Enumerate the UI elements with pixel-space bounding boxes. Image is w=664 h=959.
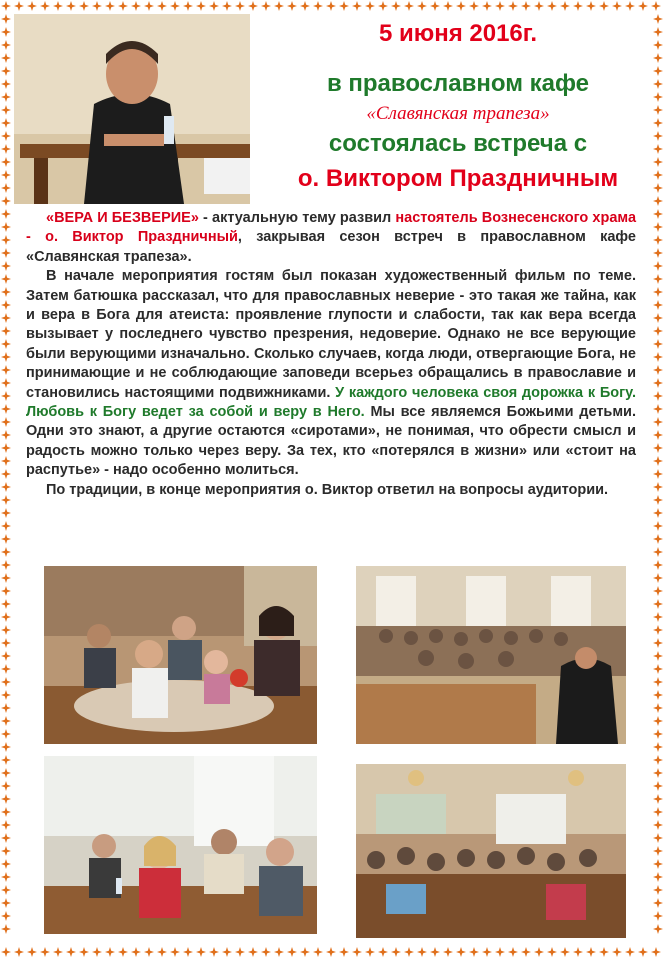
border-star: [1, 885, 11, 895]
border-star: [391, 947, 401, 957]
border-star: [1, 469, 11, 479]
border-star: [105, 947, 115, 957]
border-star: [1, 690, 11, 700]
border-star: [40, 947, 50, 957]
border-star: [1, 768, 11, 778]
border-star: [1, 781, 11, 791]
border-star: [339, 1, 349, 11]
border-star: [1, 365, 11, 375]
border-star: [653, 300, 663, 310]
border-star: [1, 573, 11, 583]
border-star: [196, 1, 206, 11]
border-star: [1, 391, 11, 401]
rector-title: настоятель Вознесенского храма - о. Виктор Праздничный: [26, 210, 637, 246]
border-star: [378, 1, 388, 11]
border-star: [105, 1, 115, 11]
border-star: [1, 404, 11, 414]
border-star: [653, 248, 663, 258]
border-star: [326, 947, 336, 957]
border-star: [274, 947, 284, 957]
border-star: [508, 1, 518, 11]
border-star: [1, 716, 11, 726]
border-star: [1, 508, 11, 518]
border-star: [1, 638, 11, 648]
border-star: [653, 872, 663, 882]
border-star: [287, 1, 297, 11]
border-star: [495, 947, 505, 957]
border-star: [482, 1, 492, 11]
border-star: [653, 443, 663, 453]
border-star: [653, 235, 663, 245]
border-star: [653, 417, 663, 427]
border-star: [1, 703, 11, 713]
border-star: [1, 196, 11, 206]
border-star: [653, 703, 663, 713]
border-star: [482, 947, 492, 957]
border-star: [1, 235, 11, 245]
border-star: [653, 326, 663, 336]
border-star: [352, 947, 362, 957]
border-star: [1, 586, 11, 596]
border-star: [573, 1, 583, 11]
border-star: [443, 947, 453, 957]
border-star: [653, 885, 663, 895]
border-star: [653, 508, 663, 518]
event-date: 5 июня 2016г.: [378, 20, 538, 47]
border-star: [547, 1, 557, 11]
border-star: [1, 274, 11, 284]
border-star: [27, 1, 37, 11]
border-star: [653, 287, 663, 297]
border-star: [651, 1, 661, 11]
border-star: [651, 947, 661, 957]
border-star: [1, 612, 11, 622]
border-star: [653, 196, 663, 206]
border-star: [14, 1, 24, 11]
border-star: [287, 947, 297, 957]
border-star: [653, 209, 663, 219]
border-star: [313, 947, 323, 957]
border-star: [653, 170, 663, 180]
border-star: [1, 144, 11, 154]
border-star: [79, 947, 89, 957]
border-star: [653, 664, 663, 674]
border-star: [183, 1, 193, 11]
border-star: [653, 820, 663, 830]
border-star: [653, 677, 663, 687]
border-star: [1, 339, 11, 349]
border-star: [653, 365, 663, 375]
border-star: [469, 1, 479, 11]
border-star: [560, 947, 570, 957]
border-star: [586, 1, 596, 11]
border-star: [92, 1, 102, 11]
border-star: [417, 1, 427, 11]
border-star: [157, 947, 167, 957]
border-star: [653, 573, 663, 583]
border-star: [1, 209, 11, 219]
border-star: [1, 599, 11, 609]
border-star: [131, 947, 141, 957]
border-star: [157, 1, 167, 11]
border-star: [1, 911, 11, 921]
border-star: [1, 40, 11, 50]
border-star: [653, 105, 663, 115]
border-star: [1, 300, 11, 310]
border-star: [326, 1, 336, 11]
border-star: [653, 53, 663, 63]
border-star: [1, 651, 11, 661]
border-star: [521, 1, 531, 11]
border-star: [612, 947, 622, 957]
p2-text-2: Мы все являемся Божьими детьми. Одни это знают, а другие остаются «сиротами», не понимая, что обрести смысл и радость можно только через веру. За тех, кто «потерялся в жизни» или «стоит на распутье» - надо особенно молиться.: [26, 404, 637, 479]
border-star: [1, 1, 11, 11]
border-star: [391, 1, 401, 11]
border-star: [1, 625, 11, 635]
border-star: [1, 378, 11, 388]
border-star: [1, 521, 11, 531]
border-star: [1, 947, 11, 957]
border-star: [653, 378, 663, 388]
border-star: [222, 947, 232, 957]
border-star: [1, 755, 11, 765]
border-star: [1, 222, 11, 232]
border-star: [66, 1, 76, 11]
border-star: [653, 846, 663, 856]
border-star: [653, 79, 663, 89]
border-star: [653, 755, 663, 765]
border-star: [1, 430, 11, 440]
border-star: [352, 1, 362, 11]
border-star: [653, 690, 663, 700]
border-star: [653, 274, 663, 284]
border-star: [653, 625, 663, 635]
border-star: [430, 1, 440, 11]
border-star: [261, 947, 271, 957]
border-star: [430, 947, 440, 957]
border-star: [653, 92, 663, 102]
border-star: [209, 947, 219, 957]
border-star: [222, 1, 232, 11]
border-star: [1, 807, 11, 817]
border-star: [235, 1, 245, 11]
border-star: [1, 794, 11, 804]
border-star: [1, 352, 11, 362]
border-star: [521, 947, 531, 957]
border-star: [653, 469, 663, 479]
border-star: [653, 144, 663, 154]
border-star: [1, 456, 11, 466]
p1-text-2: , закрывая сезон встреч в православном кафе «Славянская трапеза».: [26, 229, 636, 265]
border-star: [248, 1, 258, 11]
border-star: [365, 1, 375, 11]
border-star: [653, 495, 663, 505]
border-star: [653, 313, 663, 323]
border-star: [1, 560, 11, 570]
border-star: [625, 947, 635, 957]
border-star: [1, 482, 11, 492]
article-paragraph-2: [26, 267, 636, 480]
border-star: [653, 911, 663, 921]
border-star: [653, 794, 663, 804]
border-star: [456, 1, 466, 11]
border-star: [1, 820, 11, 830]
border-star: [653, 157, 663, 167]
border-star: [653, 391, 663, 401]
border-star: [1, 248, 11, 258]
border-star: [653, 339, 663, 349]
border-star: [1, 170, 11, 180]
border-star: [1, 833, 11, 843]
article-paragraph-1: [26, 209, 636, 267]
border-star: [653, 716, 663, 726]
border-star: [653, 222, 663, 232]
border-star: [209, 1, 219, 11]
border-star: [79, 1, 89, 11]
border-star: [417, 947, 427, 957]
border-star: [1, 53, 11, 63]
border-star: [653, 781, 663, 791]
border-star: [1, 534, 11, 544]
header-line-meeting: состоялась встреча с: [328, 130, 588, 157]
border-star: [547, 947, 557, 957]
header-line-cafe: в православном кафе: [326, 70, 590, 97]
border-star: [653, 898, 663, 908]
border-star: [560, 1, 570, 11]
border-star: [653, 612, 663, 622]
border-star: [118, 947, 128, 957]
border-star: [40, 1, 50, 11]
children-at-table-photo: [44, 566, 317, 744]
border-star: [653, 40, 663, 50]
border-star: [653, 352, 663, 362]
border-star: [170, 947, 180, 957]
border-star: [653, 742, 663, 752]
border-star: [313, 1, 323, 11]
border-star: [1, 846, 11, 856]
border-star: [1, 79, 11, 89]
border-star: [1, 92, 11, 102]
border-star: [653, 131, 663, 141]
border-star: [653, 261, 663, 271]
border-star: [653, 599, 663, 609]
border-star: [183, 947, 193, 957]
border-star: [339, 947, 349, 957]
border-star: [1, 66, 11, 76]
border-star: [653, 833, 663, 843]
border-star: [1, 417, 11, 427]
border-star: [653, 430, 663, 440]
border-star: [300, 1, 310, 11]
audience-hall-photo-2: [356, 764, 626, 938]
border-star: [1, 742, 11, 752]
border-star: [508, 947, 518, 957]
border-star: [653, 27, 663, 37]
border-star: [653, 924, 663, 934]
p1-text-1: - актуальную тему развил: [198, 210, 396, 226]
border-star: [27, 947, 37, 957]
border-star: [653, 66, 663, 76]
border-star: [573, 947, 583, 957]
border-star: [534, 1, 544, 11]
border-star: [1, 183, 11, 193]
border-star: [456, 947, 466, 957]
border-star: [1, 313, 11, 323]
border-star: [599, 947, 609, 957]
border-star: [653, 482, 663, 492]
border-star: [586, 947, 596, 957]
border-star: [1, 859, 11, 869]
border-star: [1, 495, 11, 505]
border-star: [653, 118, 663, 128]
border-star: [653, 638, 663, 648]
border-star: [274, 1, 284, 11]
border-star: [495, 1, 505, 11]
border-star: [196, 947, 206, 957]
border-star: [1, 677, 11, 687]
border-star: [144, 1, 154, 11]
border-star: [66, 947, 76, 957]
border-star: [14, 947, 24, 957]
border-star: [653, 586, 663, 596]
border-star: [404, 1, 414, 11]
border-star: [469, 947, 479, 957]
border-star: [378, 947, 388, 957]
border-star: [653, 183, 663, 193]
border-star: [1, 872, 11, 882]
border-star: [1, 326, 11, 336]
border-star: [1, 118, 11, 128]
border-star: [443, 1, 453, 11]
border-star: [1, 898, 11, 908]
border-star: [653, 560, 663, 570]
border-star: [404, 947, 414, 957]
article-paragraph-3: По традиции, в конце мероприятия о. Виктор ответил на вопросы аудитории.: [46, 481, 609, 498]
border-star: [365, 947, 375, 957]
border-star: [653, 14, 663, 24]
border-star: [144, 947, 154, 957]
border-star: [638, 1, 648, 11]
border-star: [653, 547, 663, 557]
border-star: [625, 1, 635, 11]
audience-women-photo: [44, 756, 317, 934]
border-star: [638, 947, 648, 957]
p2-text-1: В начале мероприятия гостям был показан художественный фильм по теме. Затем батюшка рассказал, что для православных неверие - это такая же тайна, как и вера в Бога для атеиста: проявление глупости и слабости, так как вера всегда вызывает у последнего чувство презрения, недоверие. Однако не все верующие были верующими изначально. Сколько случаев, когда люди, отвергающие Бога, не принимающие и не соблюдающие заповеди всерьез обращались в православие и становились настоящими подвижниками.: [26, 268, 636, 401]
border-star: [1, 157, 11, 167]
border-star: [118, 1, 128, 11]
border-star: [1, 924, 11, 934]
guest-name: о. Виктором Праздничным: [297, 165, 619, 192]
border-star: [1, 287, 11, 297]
border-star: [1, 131, 11, 141]
border-star: [1, 105, 11, 115]
border-star: [1, 443, 11, 453]
border-star: [1, 261, 11, 271]
border-star: [653, 534, 663, 544]
topic-title: «ВЕРА И БЕЗВЕРИЕ»: [46, 210, 199, 226]
border-star: [653, 859, 663, 869]
border-star: [1, 27, 11, 37]
border-star: [300, 947, 310, 957]
priest-portrait-photo: [14, 14, 250, 204]
border-star: [1, 547, 11, 557]
border-star: [653, 807, 663, 817]
border-star: [612, 1, 622, 11]
border-star: [1, 729, 11, 739]
border-star: [653, 404, 663, 414]
border-star: [1, 14, 11, 24]
border-star: [653, 456, 663, 466]
border-star: [131, 1, 141, 11]
border-star: [53, 1, 63, 11]
border-star: [261, 1, 271, 11]
border-star: [170, 1, 180, 11]
border-star: [653, 651, 663, 661]
border-star: [653, 729, 663, 739]
highlight-quote: У каждого человека своя дорожка к Богу. Любовь к Богу ведет за собой и веру в Него.: [26, 384, 636, 421]
cafe-name: «Славянская трапеза»: [366, 103, 550, 124]
border-star: [1, 664, 11, 674]
border-star: [248, 947, 258, 957]
border-star: [653, 768, 663, 778]
border-star: [53, 947, 63, 957]
border-star: [653, 521, 663, 531]
audience-hall-photo-1: [356, 566, 626, 744]
border-star: [534, 947, 544, 957]
article-body: [26, 209, 636, 500]
border-star: [599, 1, 609, 11]
border-star: [235, 947, 245, 957]
border-star: [92, 947, 102, 957]
